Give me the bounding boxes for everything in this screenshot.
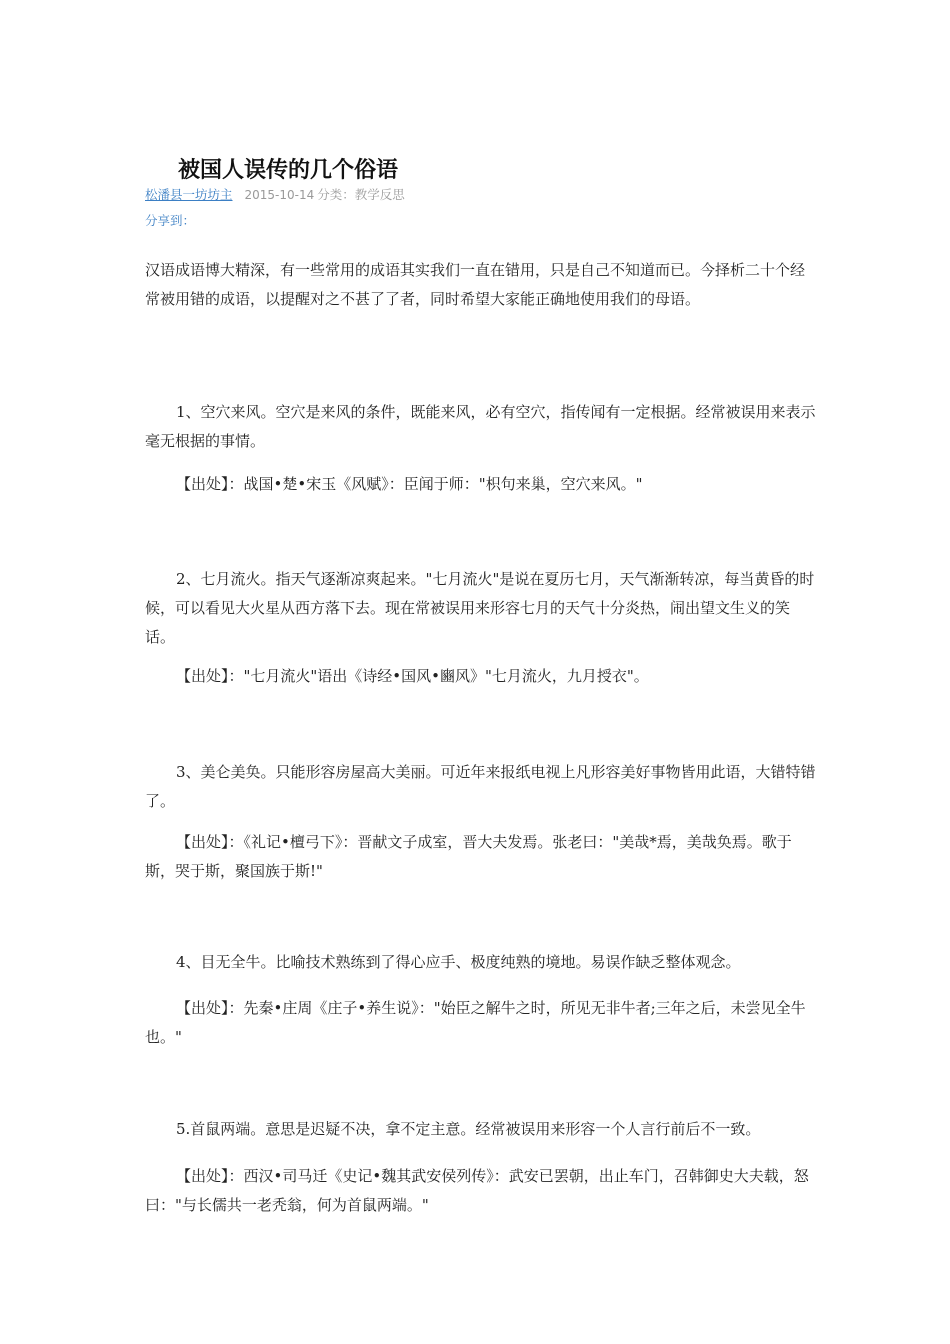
- item-3-source: 【出处】：《礼记•檀弓下》：晋献文子成室，晋大夫发焉。张老曰："美哉*焉，美哉奂焉。歌于斯，哭于斯，聚国族于斯!": [145, 833, 792, 880]
- item-2-source: 【出处】："七月流火"语出《诗经•国风•豳风》"七月流火，九月授衣"。: [176, 667, 649, 685]
- item-4-source: 【出处】：先秦•庄周《庄子•养生说》："始臣之解牛之时，所见无非牛者;三年之后，未尝见全牛也。": [145, 999, 806, 1046]
- publish-date: 2015-10-14: [244, 188, 315, 202]
- category-value: 教学反思: [354, 187, 405, 202]
- article-meta: [145, 185, 405, 203]
- item-4-text: 4、目无全牛。比喻技术熟练到了得心应手、极度纯熟的境地。易误作缺乏整体观念。: [176, 953, 741, 971]
- item-3-text: 3、美仑美奂。只能形容房屋高大美丽。可近年来报纸电视上凡形容美好事物皆用此语，大错特错了。: [145, 763, 816, 810]
- intro-paragraph: 汉语成语博大精深，有一些常用的成语其实我们一直在错用，只是自己不知道而已。今择析二十个经常被用错的成语，以提醒对之不甚了了者，同时希望大家能正确地使用我们的母语。: [145, 261, 806, 308]
- item-1-text: 1、空穴来风。空穴是来风的条件，既能来风，必有空穴，指传闻有一定根据。经常被误用来表示毫无根据的事情。: [145, 403, 816, 450]
- item-2-text: 2、七月流火。指天气逐渐凉爽起来。"七月流火"是说在夏历七月，天气渐渐转凉，每当黄昏的时候，可以看见大火星从西方落下去。现在常被误用来形容七月的天气十分炎热，闹出望文生义的笑话。: [145, 570, 815, 646]
- article-title: 被国人误传的几个俗语: [178, 158, 399, 183]
- item-5-source: 【出处】：西汉•司马迁《史记•魏其武安侯列传》：武安已罢朝，出止车门，召韩御史大夫载，怒曰："与长儒共一老秃翁，何为首鼠两端。": [145, 1167, 809, 1214]
- author-link[interactable]: 松潘县一坊坊主: [145, 187, 233, 202]
- item-1-source: 【出处】：战国•楚•宋玉《风赋》：臣闻于师："枳句来巢，空穴来风。": [176, 475, 643, 493]
- category-label: 分类：: [317, 187, 355, 202]
- item-5-text: 5.首鼠两端。意思是迟疑不决，拿不定主意。经常被误用来形容一个人言行前后不一致。: [176, 1120, 761, 1138]
- share-label[interactable]: 分享到：: [145, 213, 196, 228]
